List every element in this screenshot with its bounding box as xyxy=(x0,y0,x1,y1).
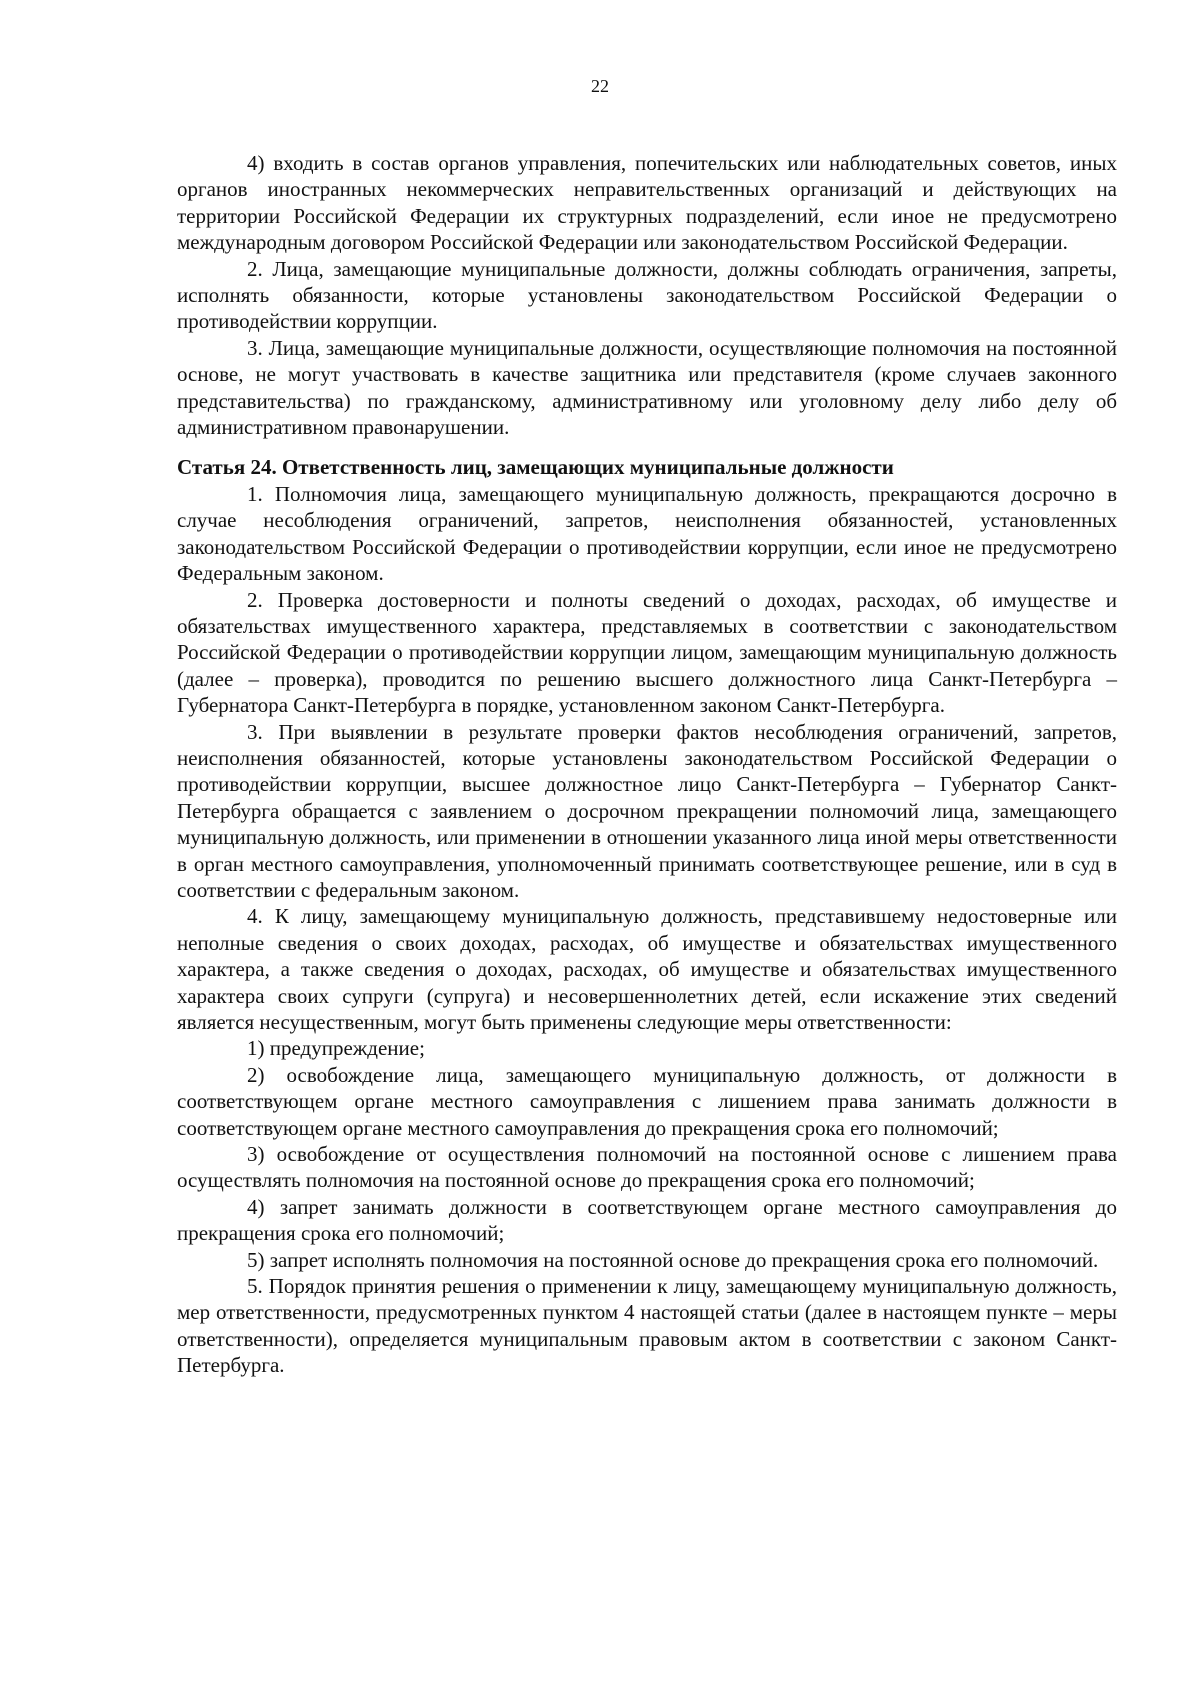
article-paragraph-4: 4. К лицу, замещающему муниципальную должность, представившему недостоверные или неполные сведения о своих доходах, расходах, об имуществе и обязательствах имущественного характера, а также сведения о доходах, расходах, об имуществе и обязательствах имущественного характера своих супруги (супруга) и несовершеннолетних детей, если искажение этих сведений является несущественным, могут быть применены следующие меры ответственности: xyxy=(177,904,1117,1034)
article-paragraph-5: 5. Порядок принятия решения о применении к лицу, замещающему муниципальную должность, мер ответственности, предусмотренных пунктом 4 настоящей статьи (далее в настоящем пункте – меры ответственности), определяется муниципальным правовым актом в соответствии с законом Санкт-Петербурга. xyxy=(177,1274,1117,1378)
measure-item-1: 1) предупреждение; xyxy=(247,1036,425,1061)
article-paragraph-1: 1. Полномочия лица, замещающего муниципальную должность, прекращаются досрочно в случае несоблюдения ограничений, запретов, неисполнения обязанностей, установленных законодательством Российской Федерации о противодействии коррупции, если иное не предусмотрено Федеральным законом. xyxy=(177,481,1117,586)
paragraph-item-4: 4) входить в состав органов управления, попечительских или наблюдательных советов, иных органов иностранных некоммерческих неправительственных организаций и действующих на территории Российской Федерации их структурных подразделений, если иное не предусмотрено международным договором Российской Федерации или законодательством Российской Федерации. xyxy=(177,151,1117,255)
measure-item-3: 3) освобождение от осуществления полномочий на постоянной основе с лишением права осуществлять полномочия на постоянной основе до прекращения срока его полномочий; xyxy=(177,1142,1117,1193)
page-number: 22 xyxy=(591,76,609,96)
measure-item-2: 2) освобождение лица, замещающего муниципальную должность, от должности в соответствующем органе местного самоуправления с лишением права занимать должности в соответствующем органе местного самоуправления до прекращения срока его полномочий; xyxy=(177,1062,1117,1140)
measure-item-5: 5) запрет исполнять полномочия на постоянной основе до прекращения срока его полномочий. xyxy=(247,1247,1099,1272)
document-body xyxy=(177,150,1117,1379)
paragraph-part-2: 2. Лица, замещающие муниципальные должности, должны соблюдать ограничения, запреты, исполнять обязанности, которые установлены законодательством Российской Федерации о противодействии коррупции. xyxy=(177,256,1117,334)
article-paragraph-2: 2. Проверка достоверности и полноты сведений о доходах, расходах, об имуществе и обязательствах имущественного характера, представляемых в соответствии с законодательством Российской Федерации о противодействии коррупции лицом, замещающим муниципальную должность (далее – проверка), проводится по решению высшего должностного лица Санкт-Петербурга – Губернатора Санкт-Петербурга в порядке, установленном законом Санкт-Петербурга. xyxy=(177,587,1117,718)
article-heading: Статья 24. Ответственность лиц, замещающих муниципальные должности xyxy=(177,455,894,480)
paragraph-part-3: 3. Лица, замещающие муниципальные должности, осуществляющие полномочия на постоянной основе, не могут участвовать в качестве защитника или представителя (кроме случаев законного представительства) по гражданскому, административному или уголовному делу либо делу об административном правонарушении. xyxy=(177,335,1117,440)
article-paragraph-3: 3. При выявлении в результате проверки фактов несоблюдения ограничений, запретов, неисполнения обязанностей, которые установлены законодательством Российской Федерации о противодействии коррупции, высшее должностное лицо Санкт-Петербурга – Губернатор Санкт-Петербурга обращается с заявлением о досрочном прекращении полномочий лица, замещающего муниципальную должность, или применении в отношении указанного лица иной меры ответственности в орган местного самоуправления, уполномоченный принимать соответствующее решение, или в суд в соответствии с федеральным законом. xyxy=(177,719,1117,902)
measure-item-4: 4) запрет занимать должности в соответствующем органе местного самоуправления до прекращения срока его полномочий; xyxy=(177,1194,1117,1246)
